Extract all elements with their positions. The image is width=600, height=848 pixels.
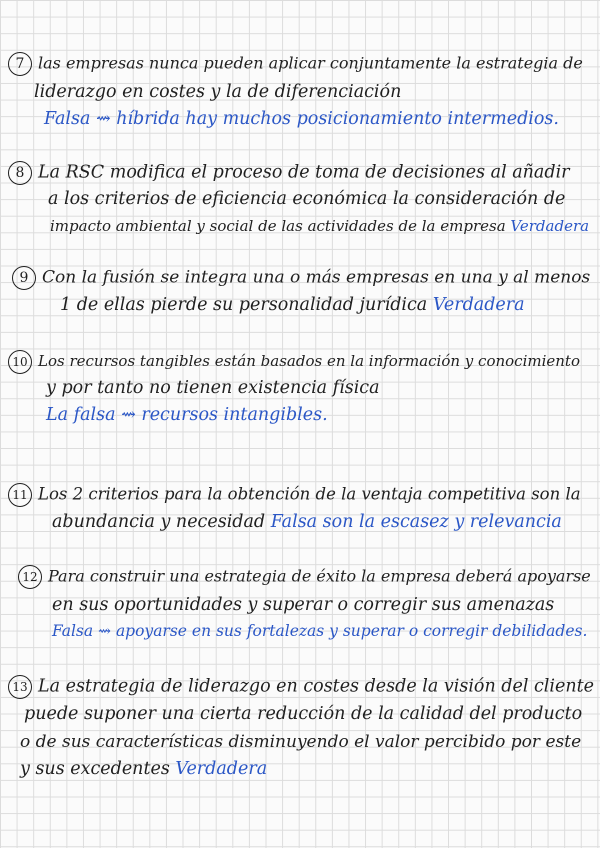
item-text: y sus excedentes — [20, 759, 170, 779]
item-8-line-2: a los criterios de eficiencia económica la consideración de — [48, 189, 566, 209]
item-text: 1 de ellas pierde su personalidad jurídica — [60, 295, 428, 315]
item-12-line-1 — [18, 565, 591, 589]
item-11-line-2 — [52, 511, 562, 533]
item-13-line-2: puede suponer una cierta reducción de la calidad del producto — [24, 704, 583, 724]
item-10-answer: La falsa ⇝ recursos intangibles. — [46, 405, 328, 425]
item-text: abundancia y necesidad — [52, 512, 266, 532]
item-12-line-2: en sus oportunidades y superar o corregir sus amenazas — [52, 595, 555, 615]
item-number: 8 — [8, 161, 32, 185]
item-number: 12 — [18, 565, 42, 589]
item-11-answer: Falsa son la escasez y relevancia — [270, 512, 562, 532]
item-number: 13 — [8, 675, 32, 699]
item-7-line-2: liderazgo en costes y la de diferenciación — [34, 82, 402, 102]
item-10-line-2: y por tanto no tienen existencia física — [46, 378, 380, 398]
item-number: 10 — [8, 350, 32, 374]
item-9-line-2 — [60, 294, 525, 316]
item-8-answer: Verdadera — [510, 217, 590, 235]
item-13-answer: Verdadera — [175, 759, 268, 779]
item-13-line-1 — [8, 675, 594, 699]
item-text: Los 2 criterios para la obtención de la ventaja competitiva son la — [38, 484, 581, 504]
item-9-line-1 — [12, 266, 590, 290]
item-13-line-3: o de sus características disminuyendo el valor percibido por este — [20, 732, 582, 752]
item-7-answer: Falsa ⇝ híbrida hay muchos posicionamiento intermedios. — [44, 109, 559, 129]
item-number: 11 — [8, 483, 32, 507]
item-13-line-4 — [20, 758, 267, 780]
item-11-line-1 — [8, 483, 581, 507]
item-text: Con la fusión se integra una o más empresas en una y al menos — [42, 267, 591, 288]
item-text: La RSC modifica el proceso de toma de decisiones al añadir — [38, 162, 570, 183]
item-number: 7 — [8, 52, 32, 76]
item-text: Para construir una estrategia de éxito la empresa deberá apoyarse — [48, 566, 591, 586]
item-12-answer: Falsa ⇝ apoyarse en sus fortalezas y superar o corregir debilidades. — [52, 622, 588, 640]
item-text: La estrategia de liderazgo en costes desde la visión del cliente — [38, 676, 595, 697]
item-number: 9 — [12, 266, 36, 290]
item-9-answer: Verdadera — [432, 295, 525, 315]
item-7-line-1 — [8, 52, 583, 76]
item-8-line-1 — [8, 161, 570, 185]
item-text: las empresas nunca pueden aplicar conjuntamente la estrategia de — [38, 53, 583, 73]
item-10-line-1 — [8, 350, 580, 374]
item-text: impacto ambiental y social de las actividades de la empresa — [50, 217, 506, 235]
item-8-line-3 — [50, 215, 589, 237]
item-text: Los recursos tangibles están basados en la información y conocimiento — [38, 352, 580, 370]
